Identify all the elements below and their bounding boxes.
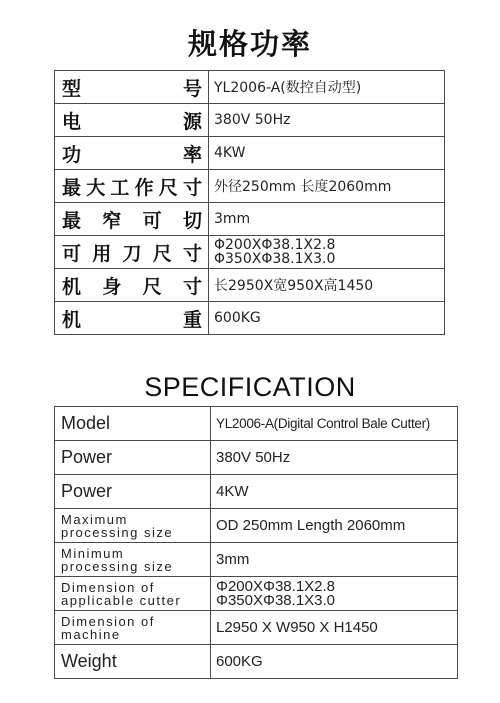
spec-value-model: YL2006-A(Digital Control Bale Cutter) xyxy=(211,407,458,441)
table-row xyxy=(55,302,445,335)
spec-value-power-supply: 380V 50Hz xyxy=(211,441,458,475)
spec-label-model: Model xyxy=(55,407,211,441)
spec-value-power-supply: 380V 50Hz xyxy=(209,104,445,137)
spec-value-min-cut: 3mm xyxy=(209,203,445,236)
spec-value-weight: 600KG xyxy=(211,645,458,679)
table-row xyxy=(55,104,445,137)
table-row xyxy=(55,441,458,475)
spec-label-cutter-size: Dimension of applicable cutter xyxy=(55,577,211,611)
english-spec-table xyxy=(54,406,458,679)
table-row xyxy=(55,170,445,203)
spec-label-power-supply: Power xyxy=(55,441,211,475)
spec-value-cutter-size: Φ200XΦ38.1X2.8 Φ350XΦ38.1X3.0 xyxy=(209,236,445,269)
table-row xyxy=(55,236,445,269)
spec-value-weight: 600KG xyxy=(209,302,445,335)
spec-value-min-cut: 3mm xyxy=(211,543,458,577)
spec-value-machine-size: L2950 X W950 X H1450 xyxy=(211,611,458,645)
spec-label-power: 功 率 xyxy=(55,137,209,170)
spec-label-power-supply: 电 源 xyxy=(55,104,209,137)
spec-value-model: YL2006-A(数控自动型) xyxy=(209,71,445,104)
spec-label-power: Power xyxy=(55,475,211,509)
spec-label-machine-size: 机 身 尺 寸 xyxy=(55,269,209,302)
spec-value-cutter-size: Φ200XΦ38.1X2.8 Φ350XΦ38.1X3.0 xyxy=(211,577,458,611)
table-row xyxy=(55,269,445,302)
table-row xyxy=(55,407,458,441)
spec-label-model: 型 号 xyxy=(55,71,209,104)
spec-label-min-cut: 最 窄 可 切 xyxy=(55,203,209,236)
table-row xyxy=(55,577,458,611)
spec-label-max-size: Maximum processing size xyxy=(55,509,211,543)
spec-value-power: 4KW xyxy=(209,137,445,170)
spec-label-machine-size: Dimension of machine xyxy=(55,611,211,645)
table-row xyxy=(55,475,458,509)
spec-label-weight: Weight xyxy=(55,645,211,679)
chinese-spec-table xyxy=(54,70,445,335)
spec-label-weight: 机 重 xyxy=(55,302,209,335)
table-row xyxy=(55,203,445,236)
spec-label-min-cut: Minimum processing size xyxy=(55,543,211,577)
table-row xyxy=(55,71,445,104)
spec-value-machine-size: 长2950X宽950X高1450 xyxy=(209,269,445,302)
table-row xyxy=(55,645,458,679)
chinese-title: 规格功率 xyxy=(187,27,312,61)
spec-label-max-size: 最 大 工 作 尺 寸 xyxy=(55,170,209,203)
table-row xyxy=(55,611,458,645)
spec-value-max-size: OD 250mm Length 2060mm xyxy=(211,509,458,543)
spec-value-power: 4KW xyxy=(211,475,458,509)
spec-value-max-size: 外径250mm 长度2060mm xyxy=(209,170,445,203)
table-row xyxy=(55,543,458,577)
table-row xyxy=(55,509,458,543)
table-row xyxy=(55,137,445,170)
spec-label-cutter-size: 可 用 刀 尺 寸 xyxy=(55,236,209,269)
english-title: SPECIFICATION xyxy=(144,372,356,402)
